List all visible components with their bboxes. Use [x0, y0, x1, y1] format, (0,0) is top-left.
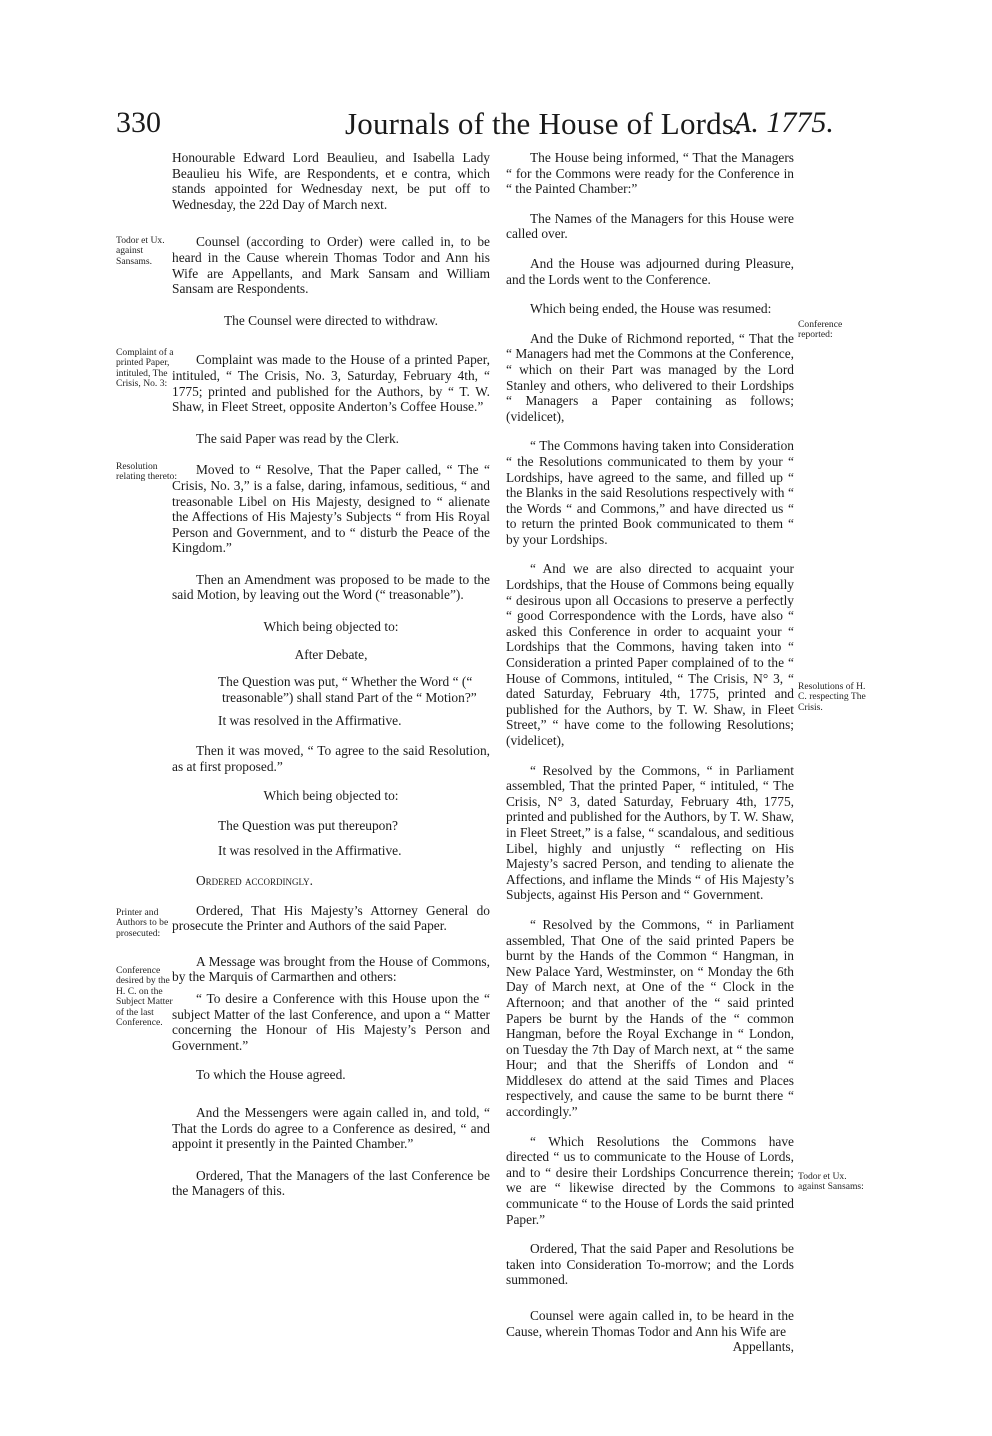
page-title: Journals of the House of Lords. [345, 106, 743, 141]
paragraph: “ Resolved by the Commons, “ in Parliament assembled, That the printed Paper, “ intituled, “ The Crisis, N° 3, dated Saturday, February 4th, 1775, printed and published for the Authors, by T. W. Shaw, in Fleet Street,” is a false, “ scandalous, and seditious Libel, highly and unjustly “ reflecting on His Majesty’s sacred Person, and tending to alienate the Affections, and inflame the Minds “ of His Majesty’s Subjects, against His Person and “ Government. [506, 762, 794, 903]
paragraph: And the House was adjourned during Pleasure, and the Lords went to the Conference. [506, 255, 794, 287]
paragraph: It was resolved in the Affirmative. [218, 843, 402, 859]
paragraph: “ Which Resolutions the Commons have directed “ us to communicate to the House of Lords, and to “ desire their Lordships Concurrence therein; we are “ likewise directed by the Commons to communicate “ to the House of Lords the said printed Paper.” [506, 1133, 794, 1227]
paragraph: Moved to “ Resolve, That the Paper called, “ The “ Crisis, No. 3,” is a false, daring, infamous, seditious, “ and treasonable Libel on His Majesty, designed to “ alienate the Affections of His Majesty’s Subjects “ from His Royal Person and Government, and to “ disturb the Peace of the Kingdom.” [172, 462, 490, 556]
paragraph: Then it was moved, “ To agree to the said Resolution, as at first proposed.” [172, 743, 490, 774]
margin-note: Printer and Authors to be prosecuted: [116, 907, 169, 939]
paragraph: Ordered, That His Majesty’s Attorney General do prosecute the Printer and Authors of the said Paper. [172, 902, 490, 934]
paragraph: Counsel were again called in, to be heard in the Cause, wherein Thomas Todor and Ann his Wife are [506, 1308, 794, 1339]
paragraph: And the Messengers were again called in, and told, “ That the Lords do agree to a Conference as desired, “ and appoint it presently in the Painted Chamber.” [172, 1104, 490, 1152]
paragraph: Counsel (according to Order) were called in, to be heard in the Cause wherein Thomas Todor and Ann his Wife are Appellants, and Mark Sansam and William Sansam are Respondents. [172, 234, 490, 297]
page-year: A. 1775. [733, 106, 834, 139]
left-column [172, 150, 490, 1199]
margin-note: Resolution relating thereto: [116, 461, 178, 483]
margin-note: Resolutions of H. C. respecting The Crisis. [798, 681, 866, 713]
paragraph: The Names of the Managers for this House were called over. [506, 210, 794, 242]
page-number: 330 [116, 106, 161, 139]
paragraph: “ To desire a Conference with this House upon the “ subject Matter of the last Conference, and upon a “ Matter concerning the Honour of His Majesty’s Person and Government.” [172, 990, 490, 1053]
margin-note: Todor et Ux. against Sansams. [116, 235, 165, 267]
paragraph: The Question was put thereupon? [218, 817, 398, 833]
paragraph: After Debate, [294, 646, 368, 662]
paragraph: Which being objected to: [263, 788, 399, 804]
margin-note: Todor et Ux. against Sansams: [798, 1171, 864, 1193]
paragraph: The Counsel were directed to withdraw. [223, 312, 439, 328]
paragraph: Ordered accordingly. [196, 873, 313, 888]
paragraph: The House being informed, “ That the Managers “ for the Commons were ready for the Conference in “ the Painted Chamber:” [506, 150, 794, 197]
paragraph: Complaint was made to the House of a printed Paper, intituled, “ The Crisis, No. 3, Saturday, February 4th, “ 1775; printed and published for the Authors, by “ T. W. Shaw, in Fleet Street, opposite Anderton’s Coffee House.” [172, 352, 490, 415]
paragraph: A Message was brought from the House of Commons, by the Marquis of Carmarthen and others: [172, 953, 490, 985]
margin-note: Conference desired by the H. C. on the Subject Matter of the last Conference. [116, 965, 173, 1029]
paragraph: “ And we are also directed to acquaint your Lordships, that the House of Commons being equally “ desirous upon all Occasions to preserve a perfectly “ good Correspondence with the Lords, have also “ asked this Conference in order to acquaint your “ Lordships that the Commons, having taken into “ Consideration a printed Paper complained of to the “ House of Commons, intituled, “ The Crisis, N° 3, “ dated Saturday, February 4th, 1775, printed and published for the Authors, by T. W. Shaw, in Fleet Street,” “ have come to the following Resolutions; (videlicet), [506, 561, 794, 748]
paragraph: The said Paper was read by the Clerk. [196, 430, 400, 446]
margin-note: Conference reported: [798, 319, 843, 341]
paragraph: Which being ended, the House was resumed: [530, 301, 772, 317]
paragraph: Honourable Edward Lord Beaulieu, and Isabella Lady Beaulieu his Wife, are Respondents, et e contra, which stands appointed for Wednesday next, be put off to Wednesday, the 22d Day of March next. [172, 150, 490, 212]
paragraph: “ Resolved by the Commons, “ in Parliament assembled, That One of the said printed Papers be burnt by the Hands of the Common “ Hangman, in New Palace Yard, Westminster, on “ Monday the 6th Day of March next, at One of the “ Clock in the Afternoon; and that another of the “ said printed Papers be burnt by the Hands of the “ common Hangman, before the Royal Exchange in “ London, on Tuesday the 7th Day of March next, at “ the same Hour; and that the Sheriffs of London and “ Middlesex do attend at the said Times and Places respectively, and cause the same to be burnt there “ accordingly.” [506, 916, 794, 1120]
margin-note: Complaint of a printed Paper, intituled, The Crisis, No. 3: [116, 347, 174, 390]
paragraph: Ordered, That the said Paper and Resolutions be taken into Consideration To-morrow; and the Lords summoned. [506, 1241, 794, 1288]
right-column [506, 150, 794, 1355]
paragraph: To which the House agreed. [196, 1067, 346, 1083]
catchword: Appellants, [732, 1339, 794, 1355]
paragraph: Ordered, That the Managers of the last Conference be the Managers of this. [172, 1167, 490, 1199]
paragraph: Then an Amendment was proposed to be made to the said Motion, by leaving out the Word (“ treasonable”). [172, 571, 490, 603]
paragraph: “ The Commons having taken into Consideration “ the Resolutions communicated to them by your “ Lordships, have agreed to the same, and filled up “ the Blanks in the said Resolutions respectively with “ the Words “ and Commons,” and have directed us “ to return the printed Book communicated to them “ by your Lordships. [506, 438, 794, 547]
paragraph: Which being objected to: [263, 619, 399, 635]
paragraph: The Question was put, “ Whether the Word “ (“ treasonable”) shall stand Part of the “ Motion?” [218, 674, 477, 705]
paragraph: And the Duke of Richmond reported, “ That the “ Managers had met the Commons at the Conference, “ which on their Part was managed by the Lord Stanley and others, who delivered to their Lordships “ Managers a Paper containing as follows; (videlicet), [506, 330, 794, 424]
paragraph: It was resolved in the Affirmative. [218, 713, 402, 729]
